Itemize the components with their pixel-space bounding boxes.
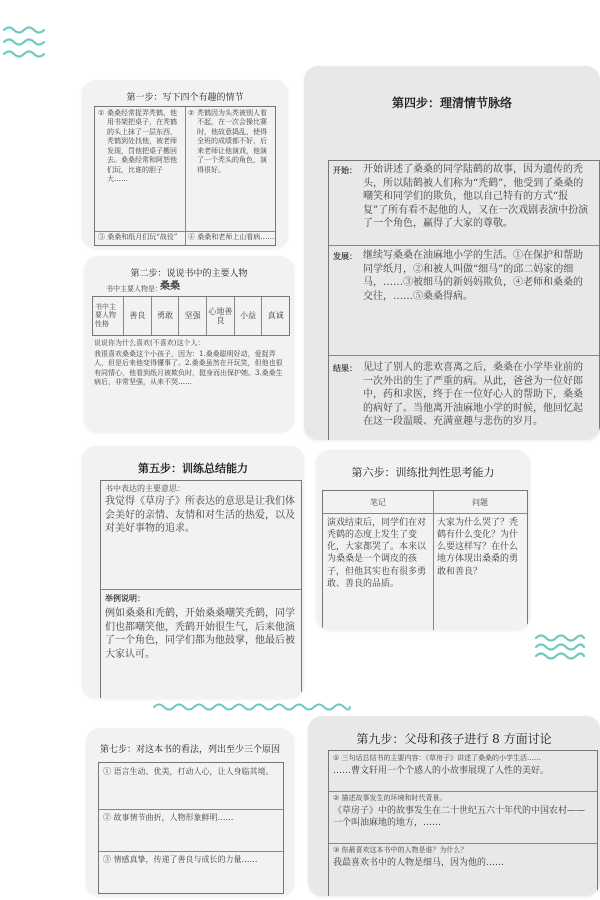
step1-table (94, 106, 276, 246)
wave-decoration-top-left (2, 22, 48, 64)
step1-num1: ① (98, 109, 105, 117)
step6-col-notes: 笔记 (370, 498, 386, 507)
step1-bottom-left: ③ 桑桑和纸月们玩“战役” (98, 233, 178, 241)
step4-start-text: 开始讲述了桑桑的同学陆鹤的故事，因为遗传的秃头，所以陆鹤被人们称为“秃鹤”，他受到了桑桑的嘲笑和同学们的欺负，他以自己特有的方式“报复”了所有看不起他的人，又在一次戏剧表演中扮演了一个角色，赢得了大家的尊敬。 (363, 164, 589, 229)
step5-example-text: 例如桑桑和秃鹤，开始桑桑嘲笑秃鹤，同学们也都嘲笑他，秃鹤开始很生气，后来他演了一个角色，同学们都为他鼓掌，他最后被大家认可。 (105, 608, 295, 660)
step4-start-label: 开始： (333, 165, 357, 175)
step1-left-text: 桑桑经常捉弄秃鹤，他用书架把桌子，在秃鹤的头上抹了一层东西，秃鹤到处找他，被老师发现，罚他把桌子搬回去。桑桑经常和阿恕他们玩，比谁的胆子大…… (107, 109, 177, 184)
step9-a1: ……曹文轩用一个个感人的小故事展现了人性的美好。 (333, 766, 550, 776)
step2-trait-cell: 勇敢 (152, 297, 180, 335)
step9-a2: 《草房子》中的故事发生在二十世纪五六十年代的中国农村——一个叫油麻地的地方，…… (333, 806, 586, 829)
step2-character: 桑桑 (160, 281, 180, 292)
step4-card (304, 66, 600, 440)
step1-num2: ② (188, 109, 195, 117)
step1-card (82, 80, 288, 248)
step7-card (86, 728, 294, 896)
step7-title: 第七步：对这本书的看法，列出至少三个原因 (99, 745, 280, 755)
step9-q3: ③ 你最喜欢这本书中的人物是谁？为什么？ (333, 846, 468, 854)
step9-q2: ② 描述故事发生的环境和时代背景。 (333, 794, 447, 802)
step6-question-text: 大家为什么哭了？秃鹤有什么变化？为什么要这样写？在什么地方体现出桑桑的勇敢和善良？ (437, 518, 519, 577)
step2-reason-text: 我很喜欢桑桑这个小孩子，因为：1.桑桑聪明好动，爱捉弄人，但是后来他变得懂事了。2.桑桑虽然在开玩笑，但他也很有同情心，他看到纸月被欺负时，挺身而出保护她。3.桑桑生病后，非常坚强，从来不哭…… (94, 350, 283, 387)
wave-decoration-mid-right (534, 632, 586, 662)
step5-title: 第五步：训练总结能力 (138, 462, 248, 475)
step9-q1: ① 三句话总结书的主要内容：《草房子》讲述了桑桑的小学生活…… (333, 754, 541, 762)
step4-end-label: 结果： (333, 363, 357, 373)
step5-header: 书中表达的主要意思： (105, 484, 185, 493)
step2-card (84, 256, 294, 432)
step2-trait-cell: 善良 (124, 297, 152, 335)
step9-table (328, 750, 598, 896)
step5-card (82, 446, 304, 698)
step9-a3: 我最喜欢书中的人物是细马，因为他的…… (333, 858, 505, 868)
step4-dev-text: 继续写桑桑在油麻地小学的生活。①在保护和帮助同学纸月，②和被人叫做“细马”的邱二妈家的细马，……③被细马的新妈妈欺负，④老师和桑桑的交往，……⑤桑桑得病。 (363, 250, 583, 302)
step2-trait-cell: 真诚 (267, 311, 284, 321)
step2-trait-cell: 小益 (235, 297, 263, 335)
step7-item-2: ② 故事情节曲折，人物形象鲜明…… (103, 813, 234, 822)
step4-table (328, 160, 600, 440)
step6-note-text: 演戏结束后，同学们在对秃鹤的态度上发生了变化，大家都哭了。本来以为桑桑是一个调皮的孩子，但他其实也有很多勇敢、善良的品质。 (327, 518, 427, 589)
step6-table (322, 490, 528, 630)
wave-divider-center (152, 700, 352, 714)
step2-row-header: 书中主要人物性格 (95, 303, 116, 328)
step2-trait-cell: 坚强 (179, 297, 207, 335)
step7-table (98, 762, 284, 894)
step7-item-3: ③ 情感真挚，传递了善良与成长的力量…… (103, 855, 258, 864)
step7-item-1: ① 语言生动、优美，打动人心，让人身临其境。 (103, 767, 274, 776)
step5-table (100, 480, 302, 698)
step2-traits (124, 297, 289, 335)
step6-col-questions: 问题 (472, 498, 488, 507)
step1-right-text: 秃鹤因为头秃被别人看不起，在一次会操比赛时，他故意捣乱，使得全班的成绩都不好，后来老师让他演戏，他演了一个秃头的角色，演得很好。 (197, 109, 267, 174)
step2-title: 第二步：说说书中的主要人物 (130, 269, 248, 279)
step1-title: 第一步：写下四个有趣的情节 (126, 93, 244, 103)
step2-traits-table (92, 296, 290, 336)
step5-example-label: 举例说明： (105, 594, 145, 603)
step9-card (308, 716, 600, 896)
step2-trait-cell: 心地善良 (207, 297, 235, 335)
step1-bottom-right: ④ 桑桑和老师上山看病…… (188, 233, 274, 241)
step6-title: 第六步：训练批判性思考能力 (351, 466, 495, 479)
step4-dev-label: 发展： (333, 251, 357, 261)
step5-main-text: 我觉得《草房子》所表达的意思是让我们体会美好的亲情、友情和对生活的热爱，以及对美好事物的追求。 (105, 496, 295, 534)
step2-reason-label: 说说你为什么喜欢(不喜欢)这个人： (94, 339, 205, 347)
step6-card (316, 450, 530, 630)
step4-end-text: 见过了别人的悲欢喜离之后，桑桑在小学毕业前的一次外出的生了严重的病。从此，爸爸为一位好郎中，药和求医，终于在一位好心人的帮助下，桑桑的病好了。当他离开油麻地小学的时候，他回忆起在这一段温暖、充满童趣与悲伤的岁月。 (363, 362, 583, 427)
step2-subtitle: 书中主要人物是： (106, 285, 162, 293)
step9-title: 第九步：父母和孩子进行 8 方面讨论 (356, 732, 552, 746)
step4-title: 第四步：理清情节脉络 (391, 96, 512, 110)
